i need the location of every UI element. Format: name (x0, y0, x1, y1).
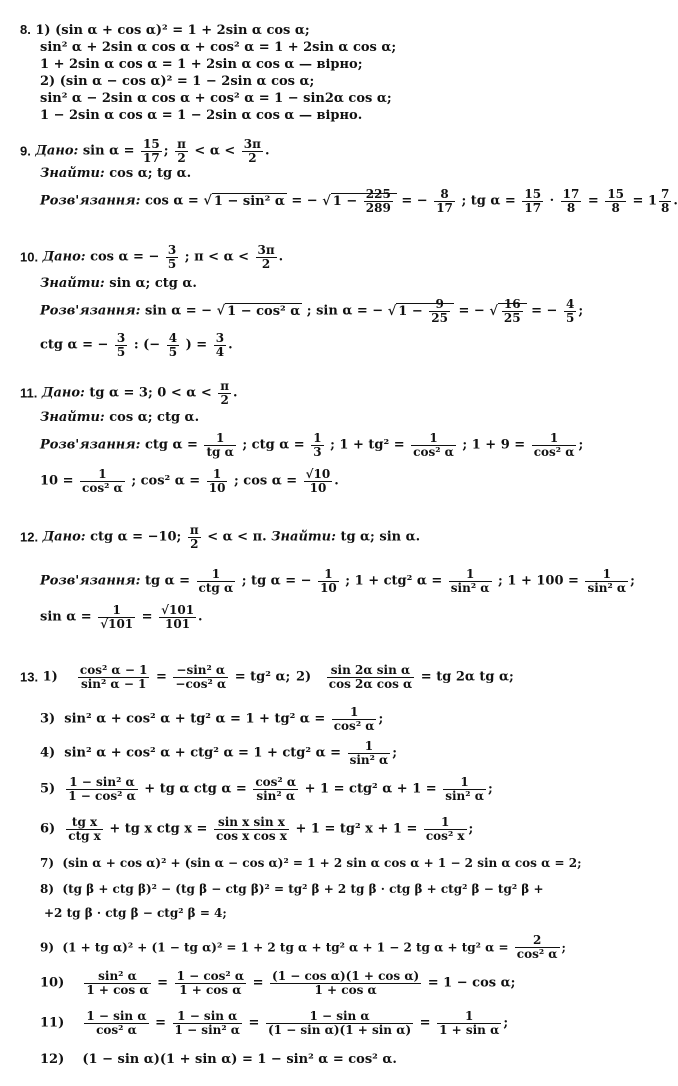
find-label: Знайти: (40, 410, 105, 425)
problem-number: 8. (20, 22, 31, 37)
given-label: Дано: (41, 385, 85, 401)
given-label: Дано: (42, 249, 86, 265)
problem-12-sin: sin α = $\frac{1}{√101}$ = $\frac{√101}{101}$ . (40, 603, 203, 631)
problem-13-item-8a: 8) (tg β + ctg β)² − (tg β − ctg β)² = tg² β + 2 tg β · ctg β + ctg² β − tg² β + (40, 882, 544, 896)
solution-label: Розв'язання: (40, 303, 141, 319)
problem-9-find: Знайти: cos α; tg α. (40, 166, 192, 181)
problem-13-item-7: 7) (sin α + cos α)² + (sin α − cos α)² = 1 + 2 sin α cos α + 1 − 2 sin α cos α = 2; (40, 856, 582, 870)
find-label: Знайти: (40, 276, 105, 291)
problem-10-find: Знайти: sin α; ctg α. (40, 276, 197, 291)
find-label: Знайти: (271, 529, 336, 545)
problem-13-item-3: 3) sin² α + cos² α + tg² α = 1 + tg² α = $\frac{1}{\text{cos² α}}$ ; (40, 705, 384, 733)
problem-11-find: Знайти: cos α; ctg α. (40, 410, 200, 425)
problem-13-item-6: 6) tg x ctg x + tg x ctg x = $\frac{\text{sin x sin x}}{\text{cos x cos x}}$ + 1 = tg² x + 1 = $\frac{1}{\text{cos² x}}$ ; (40, 815, 474, 843)
problem-number: 9. (20, 143, 31, 159)
problem-13-item-9: 9) (1 + tg α)² + (1 − tg α)² = 1 + 2 tg α + tg² α + 1 − 2 tg α + tg² α = $\frac{2}{\text{cos² α}}$ ; (40, 933, 566, 961)
problem-10-solution: Розв'язання: sin α = − √ 1 − cos² α ; sin α = − √ 1 − $\frac{9}{25}$ = − √ $\frac{16}{25}$ = − $\frac{4}{5}$ ; (40, 297, 584, 325)
problem-13-item-12: 12) (1 − sin α)(1 + sin α) = 1 − sin² α = cos² α. (40, 1052, 397, 1067)
problem-13-item-10: 10) $\frac{\text{sin² α}}{\text{1 + cos α}}$ = $\frac{\text{1 − cos² α}}{\text{1 + cos α}}$ = $\frac{\text{(1 − cos α)(1 + cos α)}}{\text{1 + cos α}}$ = 1 − cos α; (40, 969, 516, 997)
problem-13-item-4: 4) sin² α + cos² α + ctg² α = 1 + ctg² α = $\frac{1}{\text{sin² α}}$ ; (40, 739, 398, 767)
problem-12-solution: Розв'язання: tg α = 1 ctg α ; tg α = − $\frac{1}{10}$ ; 1 + ctg² α = $\frac{1}{\text{sin² α}}$ ; 1 + 100 = $\frac{1}{\text{sin² α}}$ ; (40, 567, 635, 595)
fraction: $\frac{3\pi}{2}$ (243, 137, 261, 165)
problem-13-item-2: 2) $\frac{\text{sin 2α sin α}}{\text{cos 2α cos α}}$ = tg 2α tg α; (296, 663, 514, 691)
problem-8-line-5: sin² α − 2sin α cos α + cos² α = 1 − sin2α cos α; (40, 91, 392, 106)
solution-label: Розв'язання: (40, 573, 141, 589)
problem-8-line-2: sin² α + 2sin α cos α + cos² α = 1 + 2sin α cos α; (40, 40, 397, 55)
problem-10-ctg: ctg α = − $\frac{3}{5}$ : (− $\frac{4}{5}$ ) = $\frac{3}{4}$ . (40, 331, 233, 359)
solution-label: Розв'язання: (40, 193, 141, 209)
problem-12-given: 12. Дано: ctg α = −10; $\frac{\pi}{2}$ < α < π. Знайти: tg α; sin α. (20, 523, 421, 551)
problem-9-solution: Розв'язання: cos α = √ 1 − sin² α = − √ 1 − $\frac{225}{289}$ = − $\frac{8}{17}$ ; tg α = $\frac{15}{17}$ · $\frac{17}{8}$ = $\frac{15}{8}$ = 1 $\frac{7}{8}$ . (40, 187, 678, 215)
problem-10-given: 10. Дано: cos α = − $\frac{3}{5}$ ; π < α < $\frac{3\pi}{2}$ . (20, 243, 284, 271)
fraction: $\frac{\pi}{2}$ (177, 137, 186, 165)
problem-8-line-3: 1 + 2sin α cos α = 1 + 2sin α cos α — вірно; (40, 57, 363, 72)
find-label: Знайти: (40, 166, 105, 181)
problem-13-item-8b: +2 tg β · ctg β − ctg² β = 4; (44, 906, 227, 920)
problem-11-solution: Розв'язання: ctg α = $\frac{1}{\text{tg α}}$ ; ctg α = $\frac{1}{3}$ ; 1 + tg² = $\frac{1}{\text{cos² α}}$ ; 1 + 9 = $\frac{1}{\text{cos² α}}$ ; (40, 431, 584, 459)
problem-8-line-1: 8. 1) (sin α + cos α)² = 1 + 2sin α cos α; (20, 22, 310, 38)
problem-11-given: 11. Дано: tg α = 3; 0 < α < $\frac{\pi}{2}$ . (20, 379, 238, 407)
problem-13-items-1-2: 13. 1) $\frac{\text{cos² α − 1}}{\text{sin² α − 1}}$ = $\frac{\text{−sin² α}}{\text{−cos² α}}$ = tg² α; (20, 663, 291, 691)
problem-13-item-11: 11) $\frac{\text{1 − sin α}}{\text{cos² α}}$ = $\frac{\text{1 − sin α}}{\text{1 − sin² α}}$ = $\frac{\text{1 − sin α}}{\text{(1 − sin α)(1 + sin α)}}$ = $\frac{1}{\text{1 + sin α}}$ ; (40, 1009, 509, 1037)
problem-11-cos: 10 = $\frac{1}{\text{cos² α}}$ ; cos² α = $\frac{1}{10}$ ; cos α = $\frac{√10}{10}$ . (40, 467, 339, 495)
problem-8-line-6: 1 − 2sin α cos α = 1 − 2sin α cos α — вірно. (40, 108, 363, 123)
problem-13-item-5: 5) $\frac{\text{1 − sin² α}}{\text{1 − cos² α}}$ + tg α ctg α = $\frac{\text{cos² α}}{\text{sin² α}}$ + 1 = ctg² α + 1 = $\frac{1}{\text{sin² α}}$ ; (40, 775, 493, 803)
problem-number: 11. (20, 385, 38, 401)
problem-9-given: 9. Дано: sin α = $\frac{15}{17}$ ; $\frac{\pi}{2}$ < α < $\frac{3\pi}{2}$ . (20, 137, 270, 165)
solution-label: Розв'язання: (40, 437, 141, 453)
given-label: Дано: (35, 143, 79, 159)
problem-8-line-4: 2) (sin α − cos α)² = 1 − 2sin α cos α; (40, 74, 315, 89)
problem-number: 13. (20, 669, 39, 685)
problem-number: 12. (20, 529, 39, 545)
given-label: Дано: (42, 529, 86, 545)
fraction: $\frac{15}{17}$ (143, 137, 160, 165)
problem-number: 10. (20, 249, 39, 265)
